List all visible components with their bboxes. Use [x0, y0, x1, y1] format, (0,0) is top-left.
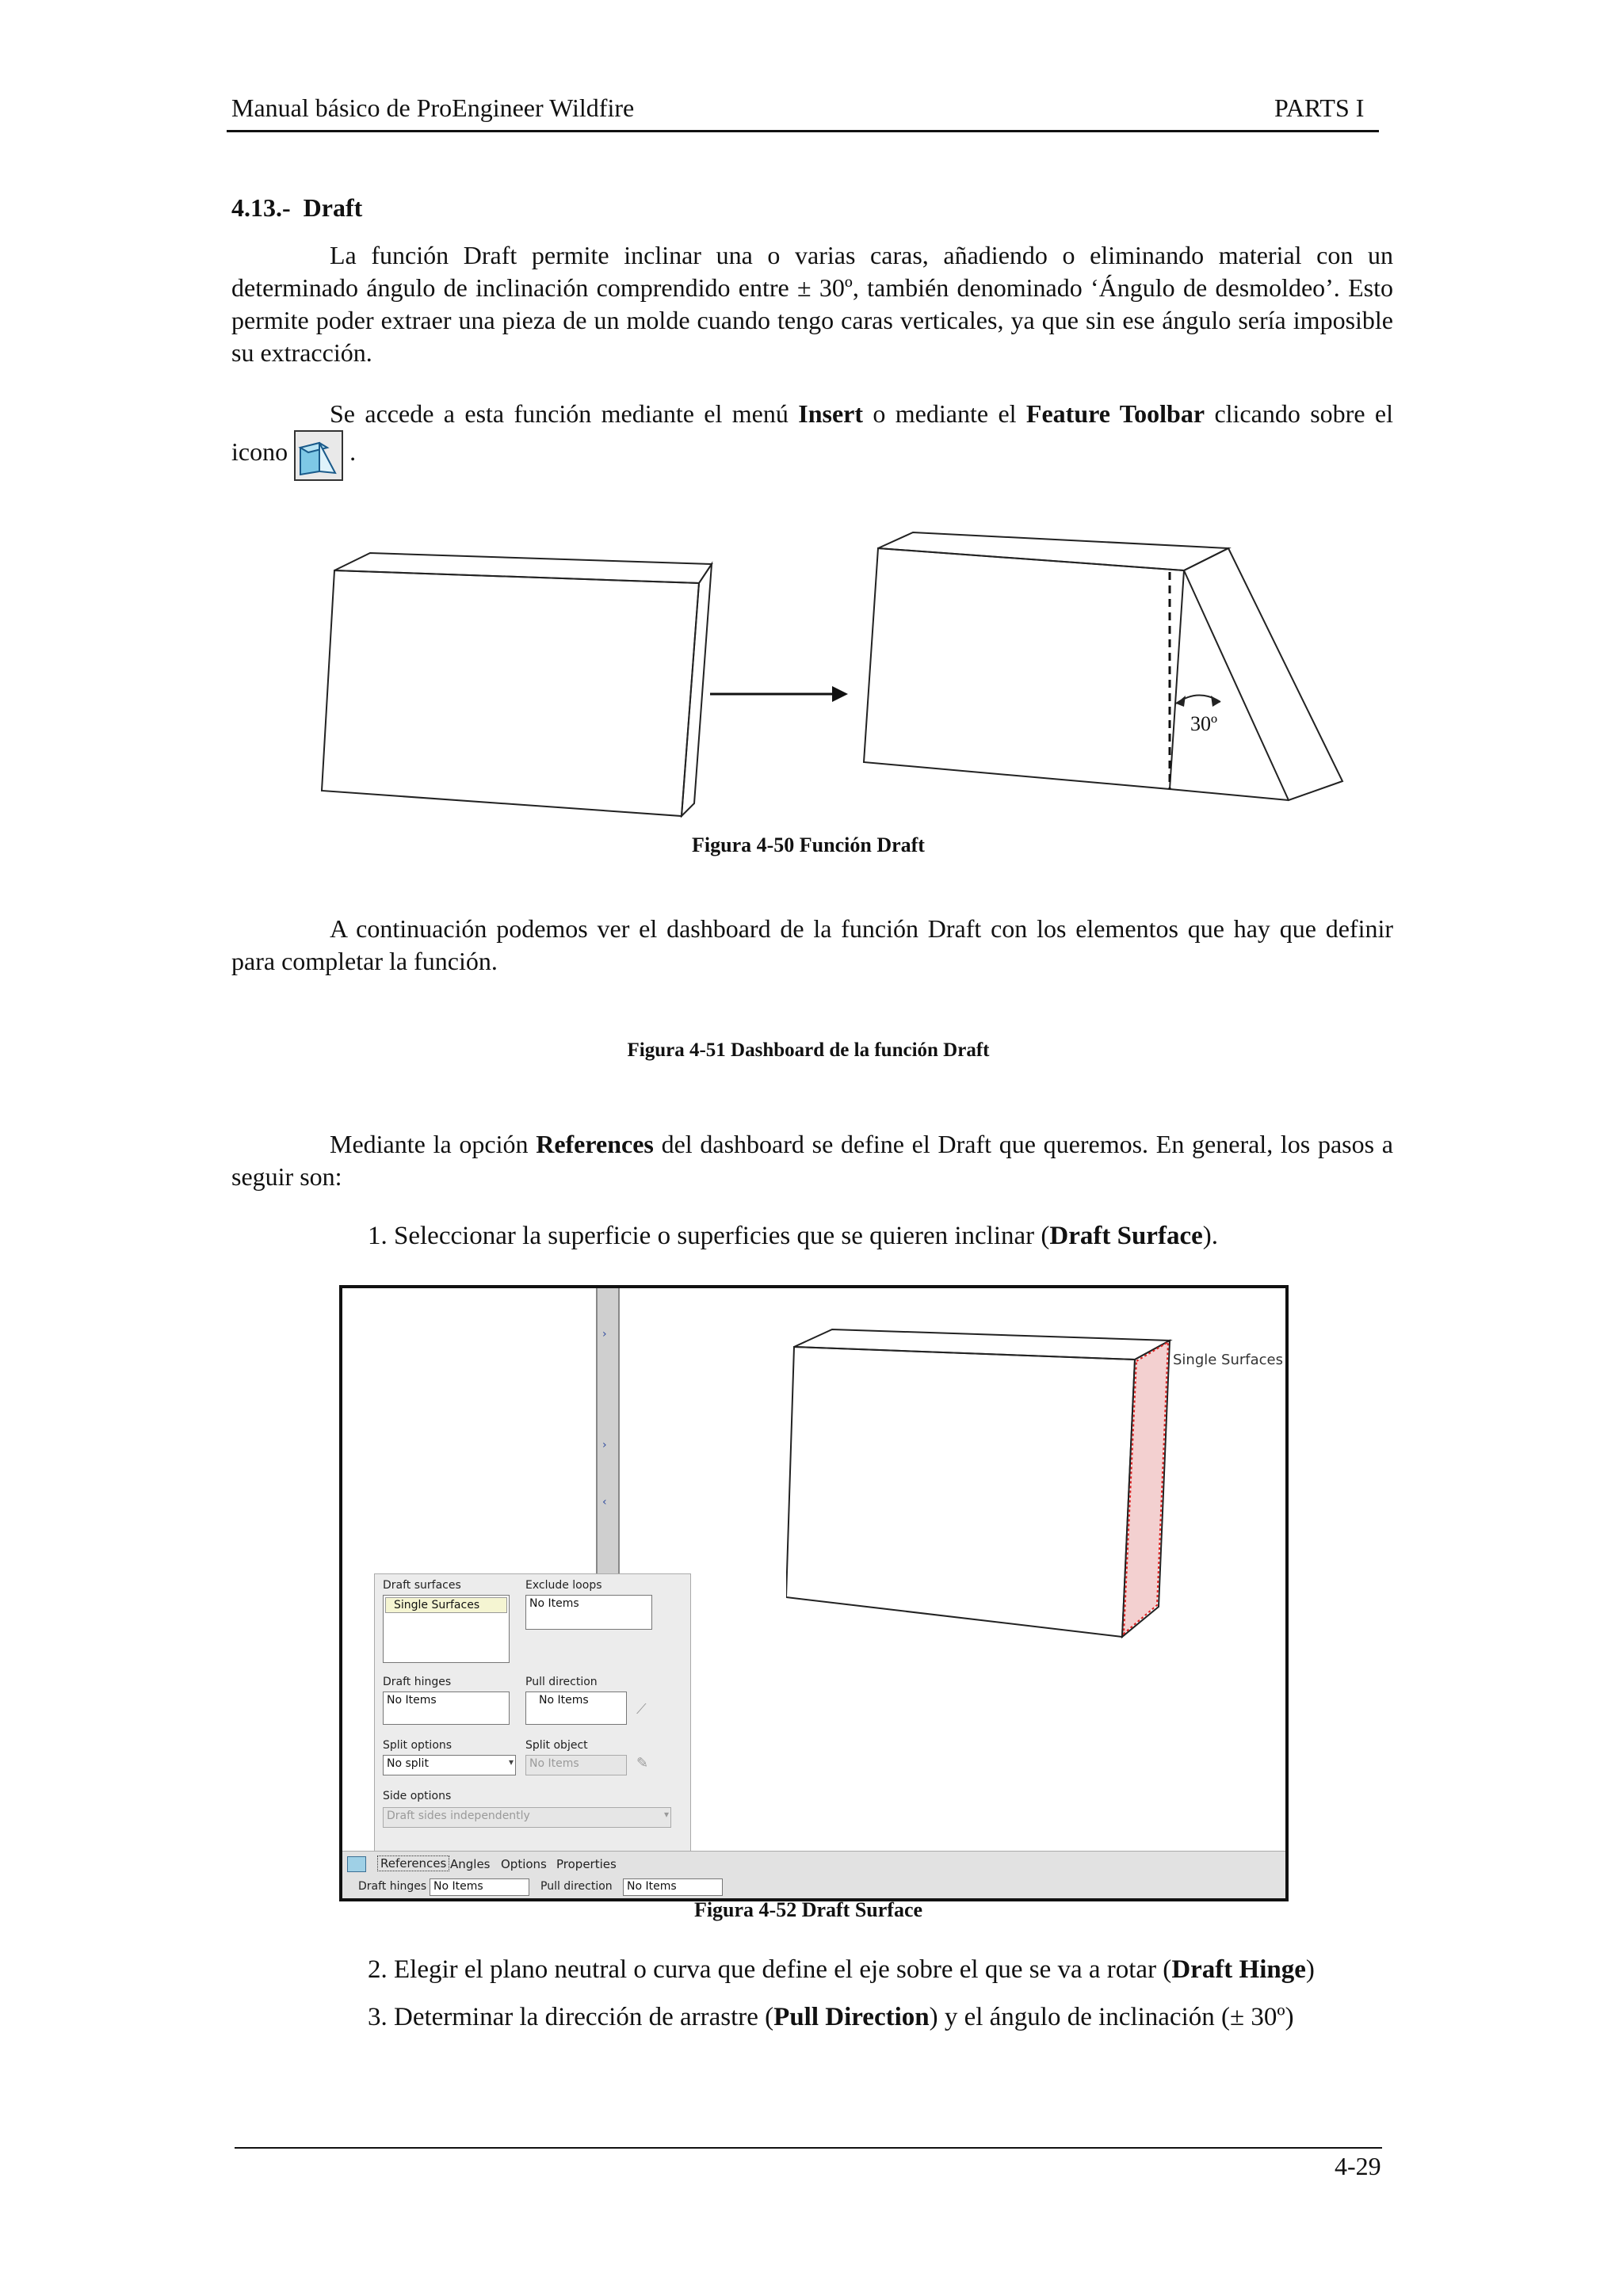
pull-direction-field[interactable]: No Items [525, 1691, 627, 1725]
figure-draft-diagram [309, 507, 1371, 824]
caption-figure-4-51: Figura 4-51 Dashboard de la función Draft [627, 1039, 990, 1061]
references-panel [374, 1573, 691, 1852]
draft-surfaces-list[interactable] [383, 1595, 510, 1663]
feature-toolbar-ref: Feature Toolbar [1025, 399, 1205, 428]
draft-surfaces-label: Draft surfaces [383, 1579, 461, 1592]
sketch-icon[interactable]: ✎ [636, 1755, 649, 1772]
paragraph-dashboard: A continuación podemos ver el dashboard de la función Draft con los elementos que hay que definir para completar la función. [231, 914, 1393, 975]
pull-direction-label: Pull direction [525, 1676, 598, 1688]
split-object-field[interactable]: No Items [525, 1755, 627, 1775]
header-rule [227, 130, 1379, 132]
chevron-right-icon: › [602, 1439, 607, 1451]
caption-figure-4-52: Figura 4-52 Draft Surface [693, 1898, 923, 1921]
footer-rule [235, 2147, 1382, 2149]
side-options-label: Side options [383, 1790, 452, 1802]
side-options-select[interactable]: Draft sides independently ▾ [383, 1807, 671, 1828]
draft-tool-icon[interactable] [347, 1856, 366, 1872]
menu-insert-ref: Insert [798, 399, 864, 428]
step-1: 1. Seleccionar la superficie o superficies que se quieren inclinar (Draft Surface). [368, 1222, 1218, 1250]
tab-properties[interactable]: Properties [556, 1857, 617, 1871]
dashboard-bar [342, 1876, 1285, 1898]
exclude-loops-label: Exclude loops [525, 1579, 602, 1592]
dash-draft-hinges-field[interactable]: No Items [430, 1878, 529, 1896]
dashboard-tabs [342, 1851, 1285, 1877]
draft-hinges-field[interactable]: No Items [383, 1691, 510, 1725]
box-after [864, 532, 1342, 800]
section-title: 4.13.- Draft [231, 193, 363, 222]
chevron-right-icon: › [602, 1328, 607, 1341]
draft-tool-icon [294, 430, 343, 481]
draft-ui-screenshot [339, 1285, 1289, 1901]
flip-direction-icon[interactable]: ⟋ [636, 1701, 647, 1718]
paragraph-access: Se accede a esta función mediante el menú Insert o mediante el Feature Toolbar clicando sobre el icono . [231, 398, 1393, 481]
dash-pull-direction-label: Pull direction [540, 1880, 613, 1893]
angle-label: 30º [1190, 712, 1218, 735]
step-2: 2. Elegir el plano neutral o curva que define el eje sobre el que se va a rotar (Draft Hinge) [368, 1955, 1315, 1984]
caption-figure-4-50: Figura 4-50 Función Draft [692, 833, 925, 856]
paragraph-intro: La función Draft permite inclinar una o varias caras, añadiendo o eliminando material con un determinado ángulo de inclinación comprendido entre ± 30º, también denominado ‘Ángulo de desmoldeo’. Esto permite poder extraer una pieza de un molde cuando tengo caras verticales, ya que sin ese ángulo sería imposible su extracción. [231, 241, 1393, 367]
dash-pull-direction-field[interactable]: No Items [623, 1878, 723, 1896]
split-options-select[interactable]: No split ▾ [383, 1755, 516, 1775]
step-3: 3. Determinar la dirección de arrastre (Pull Direction) y el ángulo de inclinación (± 30º) [368, 2003, 1294, 2031]
split-object-label: Split object [525, 1739, 588, 1752]
dash-draft-hinges-label: Draft hinges [358, 1880, 427, 1893]
page-number: 4-29 [1335, 2152, 1381, 2180]
header-section: PARTS I [1274, 93, 1365, 122]
tab-angles[interactable]: Angles [450, 1857, 491, 1871]
chevron-left-icon: ‹ [602, 1496, 607, 1508]
chevron-down-icon: ▾ [663, 1809, 669, 1820]
draft-hinges-label: Draft hinges [383, 1676, 452, 1688]
pane-splitter[interactable] [596, 1288, 620, 1573]
draft-surfaces-item[interactable]: Single Surfaces [385, 1597, 507, 1613]
chevron-down-icon: ▾ [508, 1756, 514, 1768]
tab-options[interactable]: Options [501, 1857, 547, 1871]
selected-surface-highlight [1124, 1342, 1168, 1634]
split-options-label: Split options [383, 1739, 453, 1752]
box-before [322, 553, 712, 816]
paragraph-references: Mediante la opción References del dashboard se define el Draft que queremos. En general, los pasos a seguir son: [231, 1130, 1394, 1191]
selected-surface-label: Single Surfaces [1173, 1352, 1284, 1368]
header-title: Manual básico de ProEngineer Wildfire [231, 93, 635, 122]
exclude-loops-list[interactable]: No Items [525, 1595, 652, 1630]
tab-references[interactable]: References [377, 1855, 449, 1871]
